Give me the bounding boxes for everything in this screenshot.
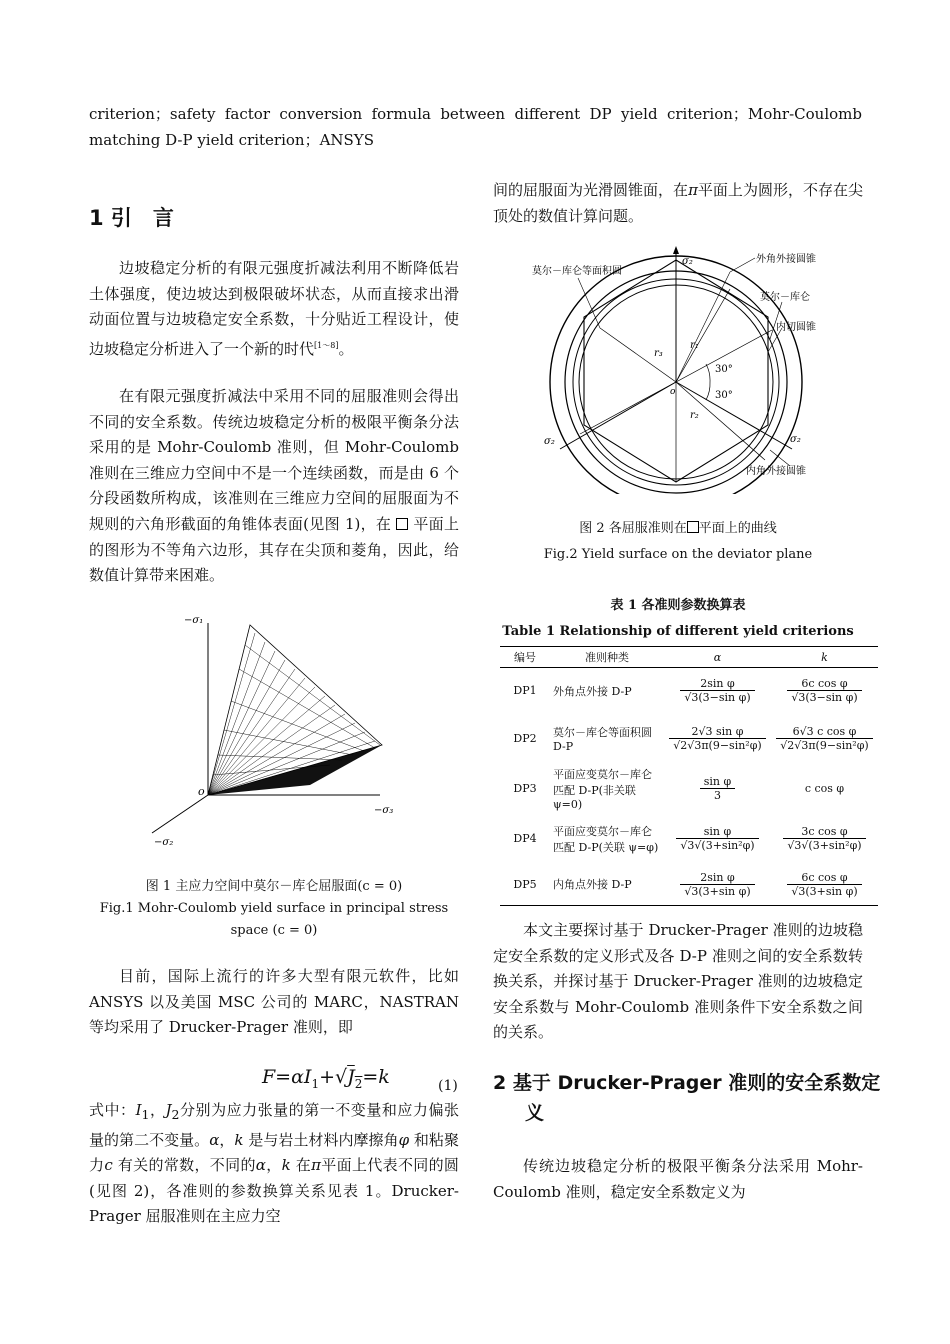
section-1-paragraph-3: 目前，国际上流行的许多大型有限元软件，比如 ANSYS 以及美国 MSC 公司的 MARC，NASTRAN 等均采用了 Drucker-Prager 准则，即 bbox=[89, 967, 459, 1037]
table-row: DP3 平面应变莫尔－库仑匹配 D-P(非关联 ψ=0) $\frac{\text{sin φ}}{3}$ c cos φ bbox=[513, 768, 845, 811]
section-1-paragraph-6: 本文主要探讨基于 Drucker-Prager 准则的边坡稳定安全系数的定义形式及各 D-P 准则之间的安全系数转换关系，并探讨基于 Drucker-Prager 准则的边坡稳定安全系数与 Mohr-Coulomb 准则条件下安全系数之间的关系。 bbox=[493, 921, 863, 1042]
label-mohr-coulomb: 莫尔－库仑 bbox=[760, 292, 810, 303]
section-1-paragraph-1: 边坡稳定分析的有限元强度折减法利用不断降低岩土体强度，使边坡达到极限破坏状态，从而直接求出滑动面位置与边坡稳定安全系数，十分贴近工程设计，使边坡稳定分析进入了一个新的时代[1～8]。 bbox=[89, 259, 459, 358]
figure-1-caption-cn: 图 1 主应力空间中莫尔－库仑屈服面(c = 0) bbox=[145, 879, 403, 894]
label-outer-circumscribed: 外角外接圆锥 bbox=[756, 254, 816, 265]
origin-label: o bbox=[670, 387, 676, 397]
origin-label: o bbox=[198, 785, 205, 798]
label-inner-circumscribed: 内角外接圆锥 bbox=[746, 466, 806, 477]
angle-label-lower: 30° bbox=[715, 390, 733, 401]
table-1-title-en: Table 1 Relationship of different yield criterions bbox=[502, 624, 854, 639]
radius-r2-label: r₂ bbox=[690, 410, 699, 421]
equation-1: $F=\alpha I_1+√J_2=k$ bbox=[262, 1066, 390, 1091]
pi-square-glyph bbox=[396, 518, 408, 530]
radius-r3-label: r₃ bbox=[654, 348, 663, 359]
sigma-left-label: σ₂ bbox=[544, 436, 555, 447]
angle-label-upper: 30° bbox=[715, 364, 733, 375]
figure-2-caption-en: Fig.2 Yield surface on the deviator plane bbox=[543, 547, 813, 562]
section-1-paragraph-4: 式中：$I_1$，$J_2$分别为应力张量的第一不变量和应力偏张量的第二不变量。α，k 是与岩土材料内摩擦角φ 和粘聚力c 有关的常数，不同的α，k 在π平面上代表不同的圆(见图 2)，各准则的参数换算关系见表 1。Drucker-Prager 屈服准则在主应力空 bbox=[89, 1101, 459, 1226]
figure-1-mohr-coulomb-surface bbox=[140, 605, 410, 850]
table-header-k: k bbox=[771, 647, 878, 668]
figure-2-caption-cn: 图 2 各屈服准则在 平面上的曲线 bbox=[579, 521, 777, 536]
sigma-right-label: σ₂ bbox=[790, 434, 801, 445]
table-1 bbox=[500, 646, 878, 906]
citation: [1～8] bbox=[314, 340, 339, 350]
axis-label-sigma2: −σ₂ bbox=[154, 837, 174, 848]
figure-2-deviator-plane bbox=[520, 244, 840, 494]
label-mc-equal-area: 莫尔－库仑等面积圆 bbox=[532, 266, 622, 277]
axis-label-sigma3: −σ₃ bbox=[374, 805, 394, 816]
table-row: DP5 内角点外接 D-P $\frac{\text{2sin φ}}{\text{√3(3+sin φ)}}$ $\frac{\text{6c cos φ}}{\text{√3(3+sin φ)}}$ bbox=[500, 864, 878, 906]
label-inscribed: 内切圆锥 bbox=[776, 322, 816, 333]
section-2-paragraph-1: 传统边坡稳定分析的极限平衡条分法采用 Mohr- Coulomb 准则，稳定安全系数定义为 bbox=[493, 1157, 863, 1201]
equation-1-number: (1) bbox=[438, 1078, 458, 1094]
pi-square-glyph bbox=[687, 521, 699, 533]
section-1-paragraph-5: 间的屈服面为光滑圆锥面，在π平面上为圆形，不存在尖顶处的数值计算问题。 bbox=[493, 181, 863, 225]
sigma-top-label: σ₂ bbox=[682, 256, 693, 267]
table-row: DP2 莫尔－库仑等面积圆 D-P $\frac{\text{2√3 sin φ}}{\text{√2√3π(9−sin²φ)}}$ $\frac{\text{6√3 c cos φ}}{\text{√2√3π(9−sin²φ)}}$ bbox=[500, 714, 878, 764]
section-2-heading: 2 基于 Drucker-Prager 准则的安全系数定义 bbox=[493, 1072, 881, 1124]
table-header-alpha: α bbox=[664, 647, 771, 668]
table-1-title-cn: 表 1 各准则参数换算表 bbox=[610, 598, 746, 613]
axis-label-sigma1: −σ₁ bbox=[184, 615, 204, 626]
table-row: DP1 外角点外接 D-P $\frac{\text{2sin φ}}{\text{√3(3−sin φ)}}$ $\frac{\text{6c cos φ}}{\text{√3(3−sin φ)}}$ bbox=[500, 668, 878, 714]
section-1-paragraph-2: 在有限元强度折减法中采用不同的屈服准则会得出不同的安全系数。传统边坡稳定分析的极限平衡条分法采用的是 Mohr-Coulomb 准则，但 Mohr-Coulomb 准则在三维应力空间中不是一个连续函数，而是由 6 个分段函数所构成，该准则在三维应力空间的屈服面为不规则的六角形截面的角锥体表面(见图 1)，在 平面上的图形为不等角六边形，其存在尖顶和菱角，因此，给数值计算带来困难。 bbox=[89, 387, 459, 585]
abstract-keywords-tail: criterion；safety factor conversion formula between different DP yield criterion；Mohr-Coulomb matching D-P yield criterion；ANSYS bbox=[89, 105, 862, 149]
radius-r1-label: r₁ bbox=[690, 340, 699, 351]
table-header-type: 准则种类 bbox=[550, 647, 664, 668]
figure-1-caption-en: Fig.1 Mohr-Coulomb yield surface in principal stress space (c = 0) bbox=[99, 901, 449, 938]
table-row: DP4 平面应变莫尔－库仑匹配 D-P(关联 ψ=φ) $\frac{\text{sin φ}}{\text{√3√(3+sin²φ)}}$ $\frac{\text{3c cos φ}}{\text{√3√(3+sin²φ)}}$ bbox=[500, 814, 878, 864]
section-1-heading: 1 引 言 bbox=[89, 206, 174, 230]
table-header-id: 编号 bbox=[500, 647, 550, 668]
